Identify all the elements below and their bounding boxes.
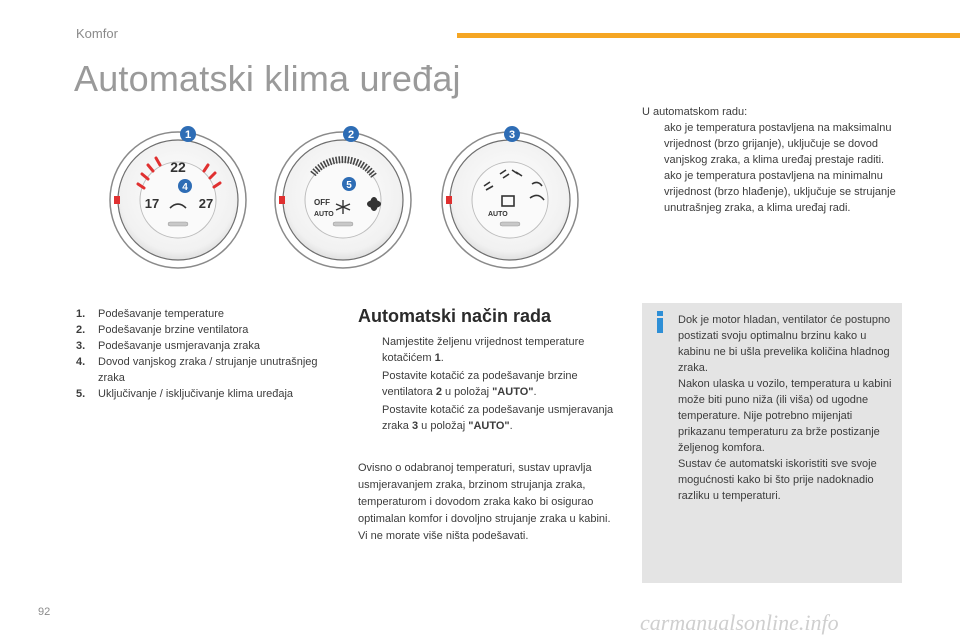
bullet-icon [642, 120, 664, 168]
header-accent-bar [457, 33, 960, 38]
page-number: 92 [38, 606, 51, 618]
temp-min-label: 17 [144, 196, 160, 211]
svg-text:4: 4 [182, 182, 188, 193]
climate-control-dials-illustration [108, 118, 648, 278]
auto-mode-paragraph: Ovisno o odabranoj temperaturi, sustav upravlja usmjeravanjem zraka, brzinom strujanja zraka, temperaturom i dovodom zraka kako bi osigurao optimalan komfor i dovoljno strujanje zraka u kabini. Vi ne morate više ništa podešavati. [358, 462, 611, 542]
svg-text:2: 2 [347, 129, 355, 141]
dial-fan-speed [275, 126, 411, 268]
legend-item: 3. Podešavanje usmjeravanja zraka [76, 340, 261, 352]
list-item: ako je temperatura postavljena na minimalnu vrijednost (brzo hlađenje), uključuje se strujanje unutrašnjeg zraka, a klima uređaj radi. [642, 168, 900, 216]
automatic-intro: U automatskom radu: [642, 106, 748, 118]
section-heading: Automatski način rada [358, 306, 552, 326]
info-icon [652, 311, 668, 333]
auto-label: AUTO [314, 211, 334, 218]
page-title: Automatski klima uređaj [74, 58, 461, 99]
bullet-icon [360, 334, 382, 366]
temp-max-label: 27 [198, 196, 214, 211]
dial-temperature [110, 126, 246, 268]
watermark: carmanualsonline.info [640, 610, 839, 635]
list-item: Postavite kotačić za podešavanje usmjeravanja zraka 3 u položaj "AUTO". [360, 402, 620, 434]
list-item: ako je temperatura postavljena na maksimalnu vrijednost (brzo grijanje), uključuje se dovod vanjskog zraka, a klima uređaj prestaje raditi. [642, 120, 900, 168]
position-marker [446, 196, 452, 204]
temp-high-label: 22 [170, 159, 186, 175]
off-label: OFF [314, 198, 330, 207]
dial-air-distribution [442, 126, 578, 268]
legend-item: 4. Dovod vanjskog zraka / strujanje unutrašnjeg zraka [76, 356, 318, 384]
control-legend [76, 306, 336, 402]
position-marker [114, 196, 120, 204]
list-item: Postavite kotačić za podešavanje brzine ventilatora 2 u položaj "AUTO". [360, 368, 620, 400]
legend-item: 5. Uključivanje / isključivanje klima uređaja [76, 388, 294, 400]
auto-label: AUTO [488, 211, 508, 218]
bullet-icon [642, 168, 664, 216]
automatic-mode-notes [642, 104, 900, 216]
legend-item: 1. Podešavanje temperature [76, 308, 224, 320]
bullet-icon [360, 402, 382, 434]
position-marker [279, 196, 285, 204]
list-item: Namjestite željenu vrijednost temperature kotačićem 1. [360, 334, 620, 366]
bullet-icon [360, 368, 382, 400]
svg-text:3: 3 [508, 129, 516, 141]
auto-mode-steps [360, 334, 620, 436]
svg-text:1: 1 [184, 129, 192, 141]
legend-item: 2. Podešavanje brzine ventilatora [76, 324, 249, 336]
section-label: Komfor [76, 26, 118, 41]
svg-text:5: 5 [346, 180, 352, 191]
info-text: Dok je motor hladan, ventilator će postupno postizati svoju optimalnu brzinu kako u kabinu ne bi ušla prevelika količina hladnog zraka. Nakon ulaska u vozilo, temperatura u kabini može biti puno niža (ili viša) od ugodne temperature. Nije potrebno mijenjati prikazanu temperaturu za brže postizanje željenog komfora. Sustav će automatski iskoristiti sve svoje mogućnosti kako bi što prije nadoknadio razliku u temperaturi. [678, 314, 892, 502]
